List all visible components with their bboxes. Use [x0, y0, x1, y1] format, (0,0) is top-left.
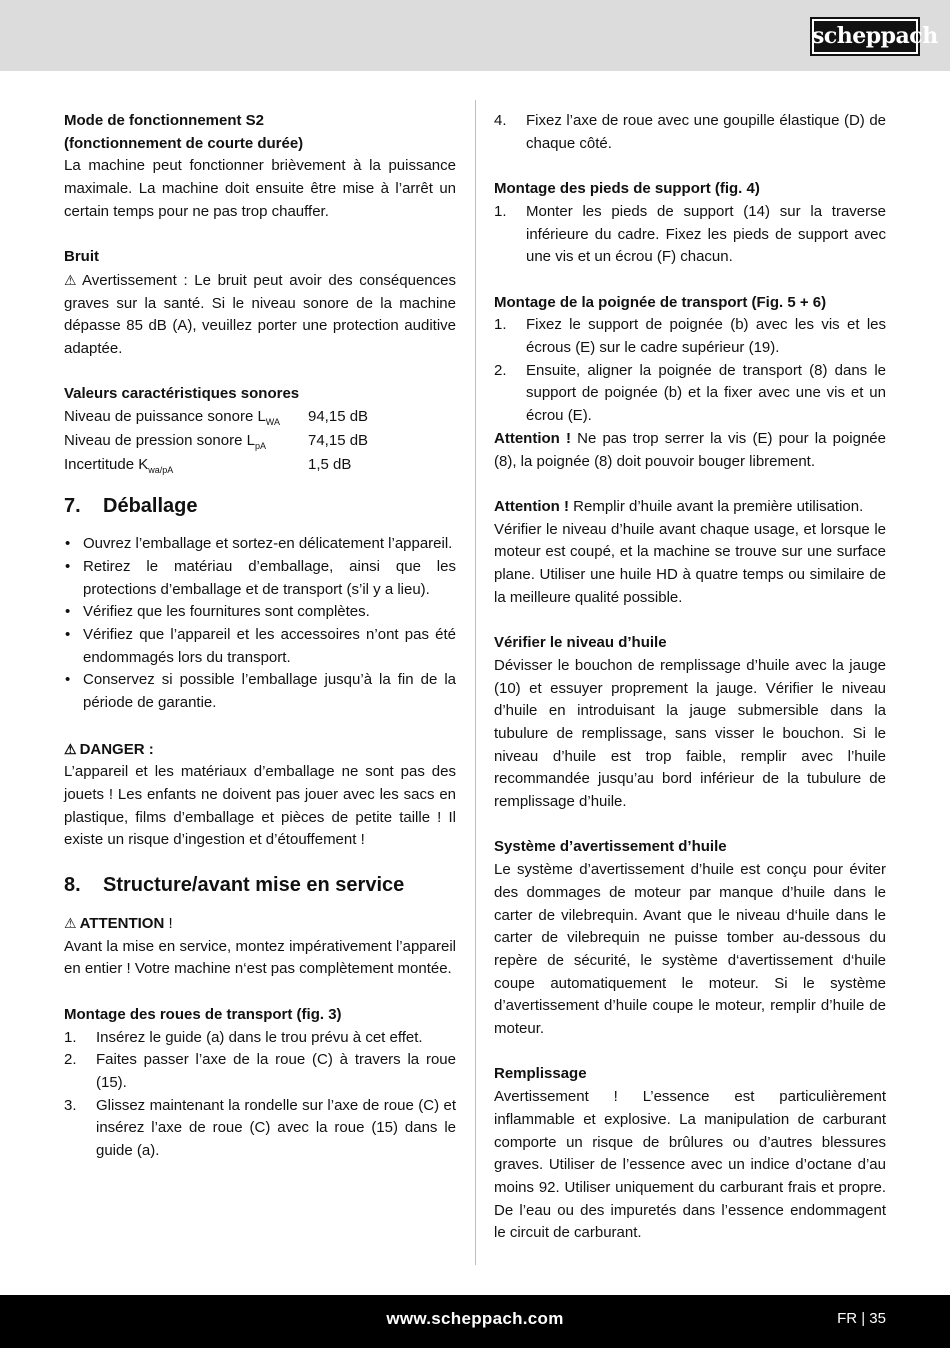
oil-text: Vérifier le niveau d’huile avant chaque usage, et lorsque le moteur est coupé, et la machine se trouve sur une surface plane. Utiliser une huile HD à quatre temps ou similaire de la meilleure qualité possible. [494, 520, 886, 606]
noise-title: Bruit [64, 248, 99, 266]
sound-label: Niveau de pression sonore L [64, 431, 255, 449]
noise-paragraph [64, 269, 456, 361]
warning-triangle-icon: ⚠ [64, 915, 77, 932]
sound-row [64, 454, 456, 478]
list-item: 3. Glissez maintenant la rondelle sur l’axe de roue (C) et insérez l’axe de roue (C) avec la roue (15) dans le guide (a). [64, 1096, 456, 1160]
sound-label-sub: wa/pA [148, 464, 174, 475]
section-number: 8. [64, 874, 81, 897]
website-link[interactable]: www.scheppach.com [386, 1309, 564, 1328]
danger-title: ⚠ DANGER : [64, 740, 154, 758]
oil-attention: Attention ! Remplir d’huile avant la première utilisation. [494, 497, 864, 515]
list-item: • Retirez le matériau d’emballage, ainsi que les protections d’emballage et de transport (s’il y a lieu). [65, 557, 456, 598]
section-title: Déballage [103, 495, 198, 518]
sound-label-sub: WA [265, 417, 280, 428]
list-item: 4. Fixez l’axe de roue avec une goupille élastique (D) de chaque côté. [494, 112, 886, 152]
attention-text: Avant la mise en service, montez impérativement l’appareil en entier ! Votre machine n‘est pas complètement montée. [64, 937, 456, 978]
sound-values-table [64, 406, 456, 477]
handle-steps [494, 314, 886, 428]
oil-check-title: Vérifier le niveau d’huile [494, 634, 667, 652]
s2-text: La machine peut fonctionner brièvement à la puissance maximale. La machine doit ensuite être mise à l’arrêt un certain temps pour ne pas trop chauffer. [64, 157, 456, 220]
handle-title: Montage de la poignée de transport (Fig. 5 + 6) [494, 293, 827, 311]
sound-row [64, 406, 456, 430]
list-item: • Ouvrez l’emballage et sortez-en délicatement l’appareil. [65, 535, 453, 553]
list-item: 1. Monter les pieds de support (14) sur la traverse inférieure du cadre. Fixez les pieds de support avec une vis et un écrou (F) chacun. [494, 202, 886, 266]
feet-steps [494, 201, 886, 269]
sound-label-sub: pA [254, 440, 266, 451]
list-item: 2. Faites passer l’axe de la roue (C) à travers la roue (15). [64, 1051, 456, 1091]
page-number: FR | 35 [837, 1310, 886, 1327]
handle-attention: Attention ! Ne pas trop serrer la vis (E) pour la poignée (8), la poignée (8) doit pouvoir bouger librement. [494, 429, 886, 470]
header-bar [0, 0, 950, 71]
list-item: 2. Ensuite, aligner la poignée de transport (8) dans le support de poignée (b) et la fixer avec une vis et un écrou (E). [494, 361, 886, 425]
danger-text: L’appareil et les matériaux d’emballage ne sont pas des jouets ! Les enfants ne doivent pas jouer avec les sacs en plastique, films d’emballage et pièces de petite taille ! Il existe un risque d’ingestion et d’étouffement ! [64, 763, 456, 849]
list-item: • Conservez si possible l’emballage jusqu’à la fin de la période de garantie. [65, 671, 456, 712]
wheels-title: Montage des roues de transport (fig. 3) [64, 1005, 342, 1023]
sound-value: 74,15 dB [308, 431, 369, 449]
scheppach-logo: scheppach [810, 17, 920, 56]
feet-title: Montage des pieds de support (fig. 4) [494, 180, 760, 198]
warning-triangle-icon: ⚠ [64, 271, 80, 288]
list-item: • Vérifiez que les fournitures sont complètes. [65, 603, 370, 621]
s2-subtitle: (fonctionnement de courte durée) [64, 134, 304, 152]
column-divider [475, 100, 476, 1265]
oil-warning-title: Système d’avertissement d’huile [494, 838, 727, 856]
s2-title: Mode de fonctionnement S2 [64, 112, 265, 129]
filling-title: Remplissage [494, 1065, 587, 1083]
section-number: 7. [64, 495, 81, 518]
sound-value: 1,5 dB [308, 455, 352, 473]
sound-label: Incertitude K [64, 455, 149, 473]
left-column [64, 110, 456, 1163]
footer-bar [0, 1295, 950, 1348]
wheels-steps [64, 1027, 456, 1163]
oil-warning-text: Le système d’avertissement d’huile est conçu pour éviter des dommages de moteur par manque d’huile dans le carter de vilebrequin. Avant que le niveau d‘huile dans le carter de vilebrequin ne puisse tomber au-dessous du repère de sécurité, le système d‘avertissement d‘huile coupe automatiquement le moteur. Si le système d’avertissement d’huile coupe le moteur, remplir d’huile de moteur. [494, 861, 886, 1038]
noise-text: Avertissement : Le bruit peut avoir des conséquences graves sur la santé. Si le niveau sonore de la machine dépasse 85 dB (A), veuillez porter une protection auditive adaptée. [64, 271, 456, 358]
warning-triangle-icon: ⚠ [64, 740, 77, 757]
unpacking-list [64, 533, 456, 715]
filling-text: Avertissement ! L’essence est particulièrement inflammable et explosive. La manipulation de carburant comporte un risque de brûlures ou d’autres blessures graves. Utiliser de l’essence avec un indice d’octane d’au moins 92. Utiliser uniquement du carburant frais et propre. De l’eau ou des impuretés dans l’essence endommagent le circuit de carburant. [494, 1088, 886, 1242]
section-8-heading [64, 872, 456, 898]
sound-value: 94,15 dB [308, 408, 369, 426]
attention-title: ⚠ ATTENTION ! [64, 915, 173, 933]
section-7-heading [64, 493, 456, 519]
list-item: 1. Fixez le support de poignée (b) avec les vis et les écrous (E) sur le cadre supérieur (19). [494, 316, 886, 356]
sound-row [64, 430, 456, 454]
oil-check-text: Dévisser le bouchon de remplissage d’huile avec la jauge (10) et essuyer proprement la jauge. Vérifier le niveau d’huile en introduisant la jauge submersible dans la tubulure de remplissage, sans visser le bouchon. Si le niveau d’huile est trop faible, remplir avec l’huile recommandée jusqu’au bord inférieur de la tubulure de remplissage d’huile. [494, 656, 886, 811]
sound-values-title: Valeurs caractéristiques sonores [64, 385, 300, 403]
list-item: • Vérifiez que l’appareil et les accessoires n’ont pas été endommagés lors du transport. [65, 626, 456, 666]
section-title: Structure/avant mise en service [103, 874, 405, 897]
list-item: 1. Insérez le guide (a) dans le trou prévu à cet effet. [64, 1028, 423, 1046]
right-column [494, 110, 886, 1245]
sound-label: Niveau de puissance sonore L [64, 408, 266, 426]
wheels-steps-continued [494, 110, 886, 155]
